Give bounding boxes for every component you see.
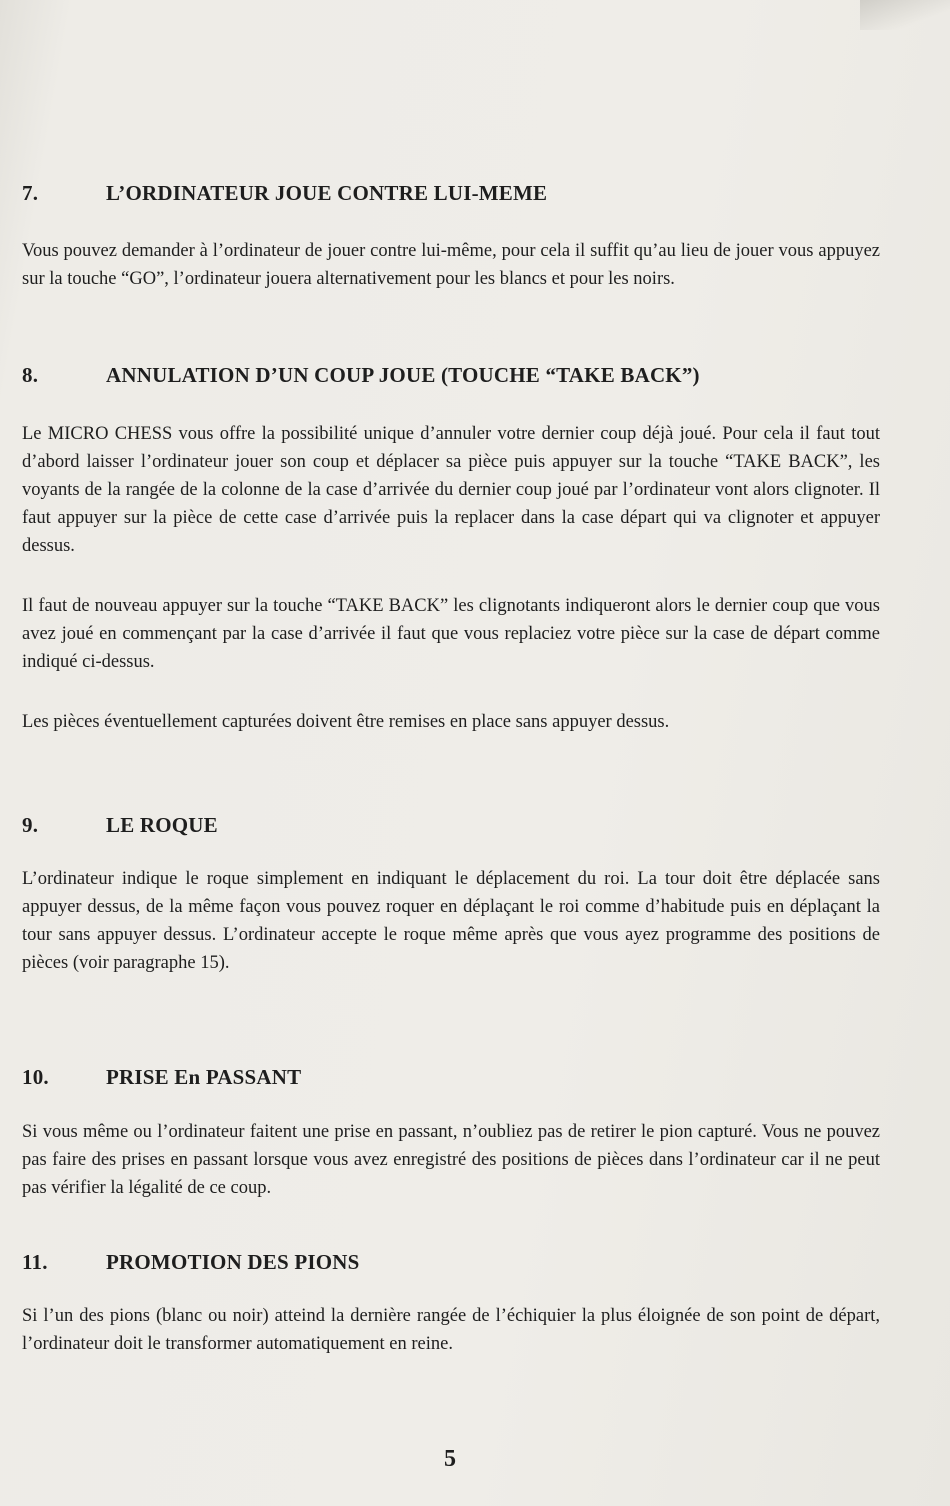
section-number: 9. (22, 813, 39, 837)
section-9 (22, 811, 880, 977)
section-title: PRISE En PASSANT (106, 1065, 302, 1089)
section-10 (22, 1063, 880, 1202)
section-title: ANNULATION D’UN COUP JOUE (TOUCHE “TAKE BACK”) (106, 363, 700, 387)
section-7 (22, 179, 880, 293)
section-number: 10. (22, 1065, 49, 1089)
paragraph: Il faut de nouveau appuyer sur la touche “TAKE BACK” les clignotants indiqueront alors le dernier coup que vous avez joué en commençant par la case d’arrivée il faut que vous replaciez votre pièce sur la case de départ comme indiqué ci-dessus. (22, 596, 880, 672)
section-8 (22, 361, 880, 736)
section-heading (22, 179, 880, 207)
section-number: 11. (22, 1250, 48, 1274)
paragraph: Vous pouvez demander à l’ordinateur de jouer contre lui-même, pour cela il suffit qu’au lieu de jouer vous appuyez sur la touche “GO”, l’ordinateur jouera alternativement pour les blancs et pour les noirs. (22, 241, 880, 289)
section-heading (22, 361, 880, 389)
paragraph: Si vous même ou l’ordinateur faitent une prise en passant, n’oubliez pas de retirer le pion capturé. Vous ne pouvez pas faire des prises en passant lorsque vous avez enregistré des positions de pièces dans l’ordinateur car il ne peut pas vérifier la légalité de ce coup. (22, 1122, 880, 1198)
section-number: 8. (22, 363, 39, 387)
page-fold-shadow (860, 0, 950, 30)
section-number: 7. (22, 181, 39, 205)
section-heading (22, 811, 880, 839)
section-heading (22, 1248, 880, 1276)
page-number: 5 (444, 1446, 456, 1472)
section-11 (22, 1248, 880, 1358)
section-title: PROMOTION DES PIONS (106, 1250, 360, 1274)
paragraph: L’ordinateur indique le roque simplement en indiquant le déplacement du roi. La tour doit être déplacée sans appuyer dessus, de la même façon vous pouvez roquer en déplaçant le roi comme d’habitude puis en déplaçant la tour sans appuyer dessus. L’ordinateur accepte le roque même après que vous ayez programme des positions de pièces (voir paragraphe 15). (22, 869, 880, 973)
paragraph: Les pièces éventuellement capturées doivent être remises en place sans appuyer dessus. (22, 712, 670, 732)
section-title: LE ROQUE (106, 813, 218, 837)
paragraph: Le MICRO CHESS vous offre la possibilité unique d’annuler votre dernier coup déjà joué. Pour cela il faut tout d’abord laisser l’ordinateur jouer son coup et déplacer sa pièce puis appuyer sur la touche “TAKE BACK”, les voyants de la rangée de la colonne de la case d’arrivée du dernier coup joué par l’ordinateur vont alors clignoter. Il faut appuyer sur la pièce de cette case d’arrivée puis la replacer dans la case départ qui va clignoter et appuyer dessus. (22, 424, 880, 556)
section-title: L’ORDINATEUR JOUE CONTRE LUI-MEME (106, 181, 548, 205)
section-heading (22, 1063, 880, 1091)
paragraph: Si l’un des pions (blanc ou noir) atteind la dernière rangée de l’échiquier la plus éloignée de son point de départ, l’ordinateur doit le transformer automatiquement en reine. (22, 1306, 880, 1354)
